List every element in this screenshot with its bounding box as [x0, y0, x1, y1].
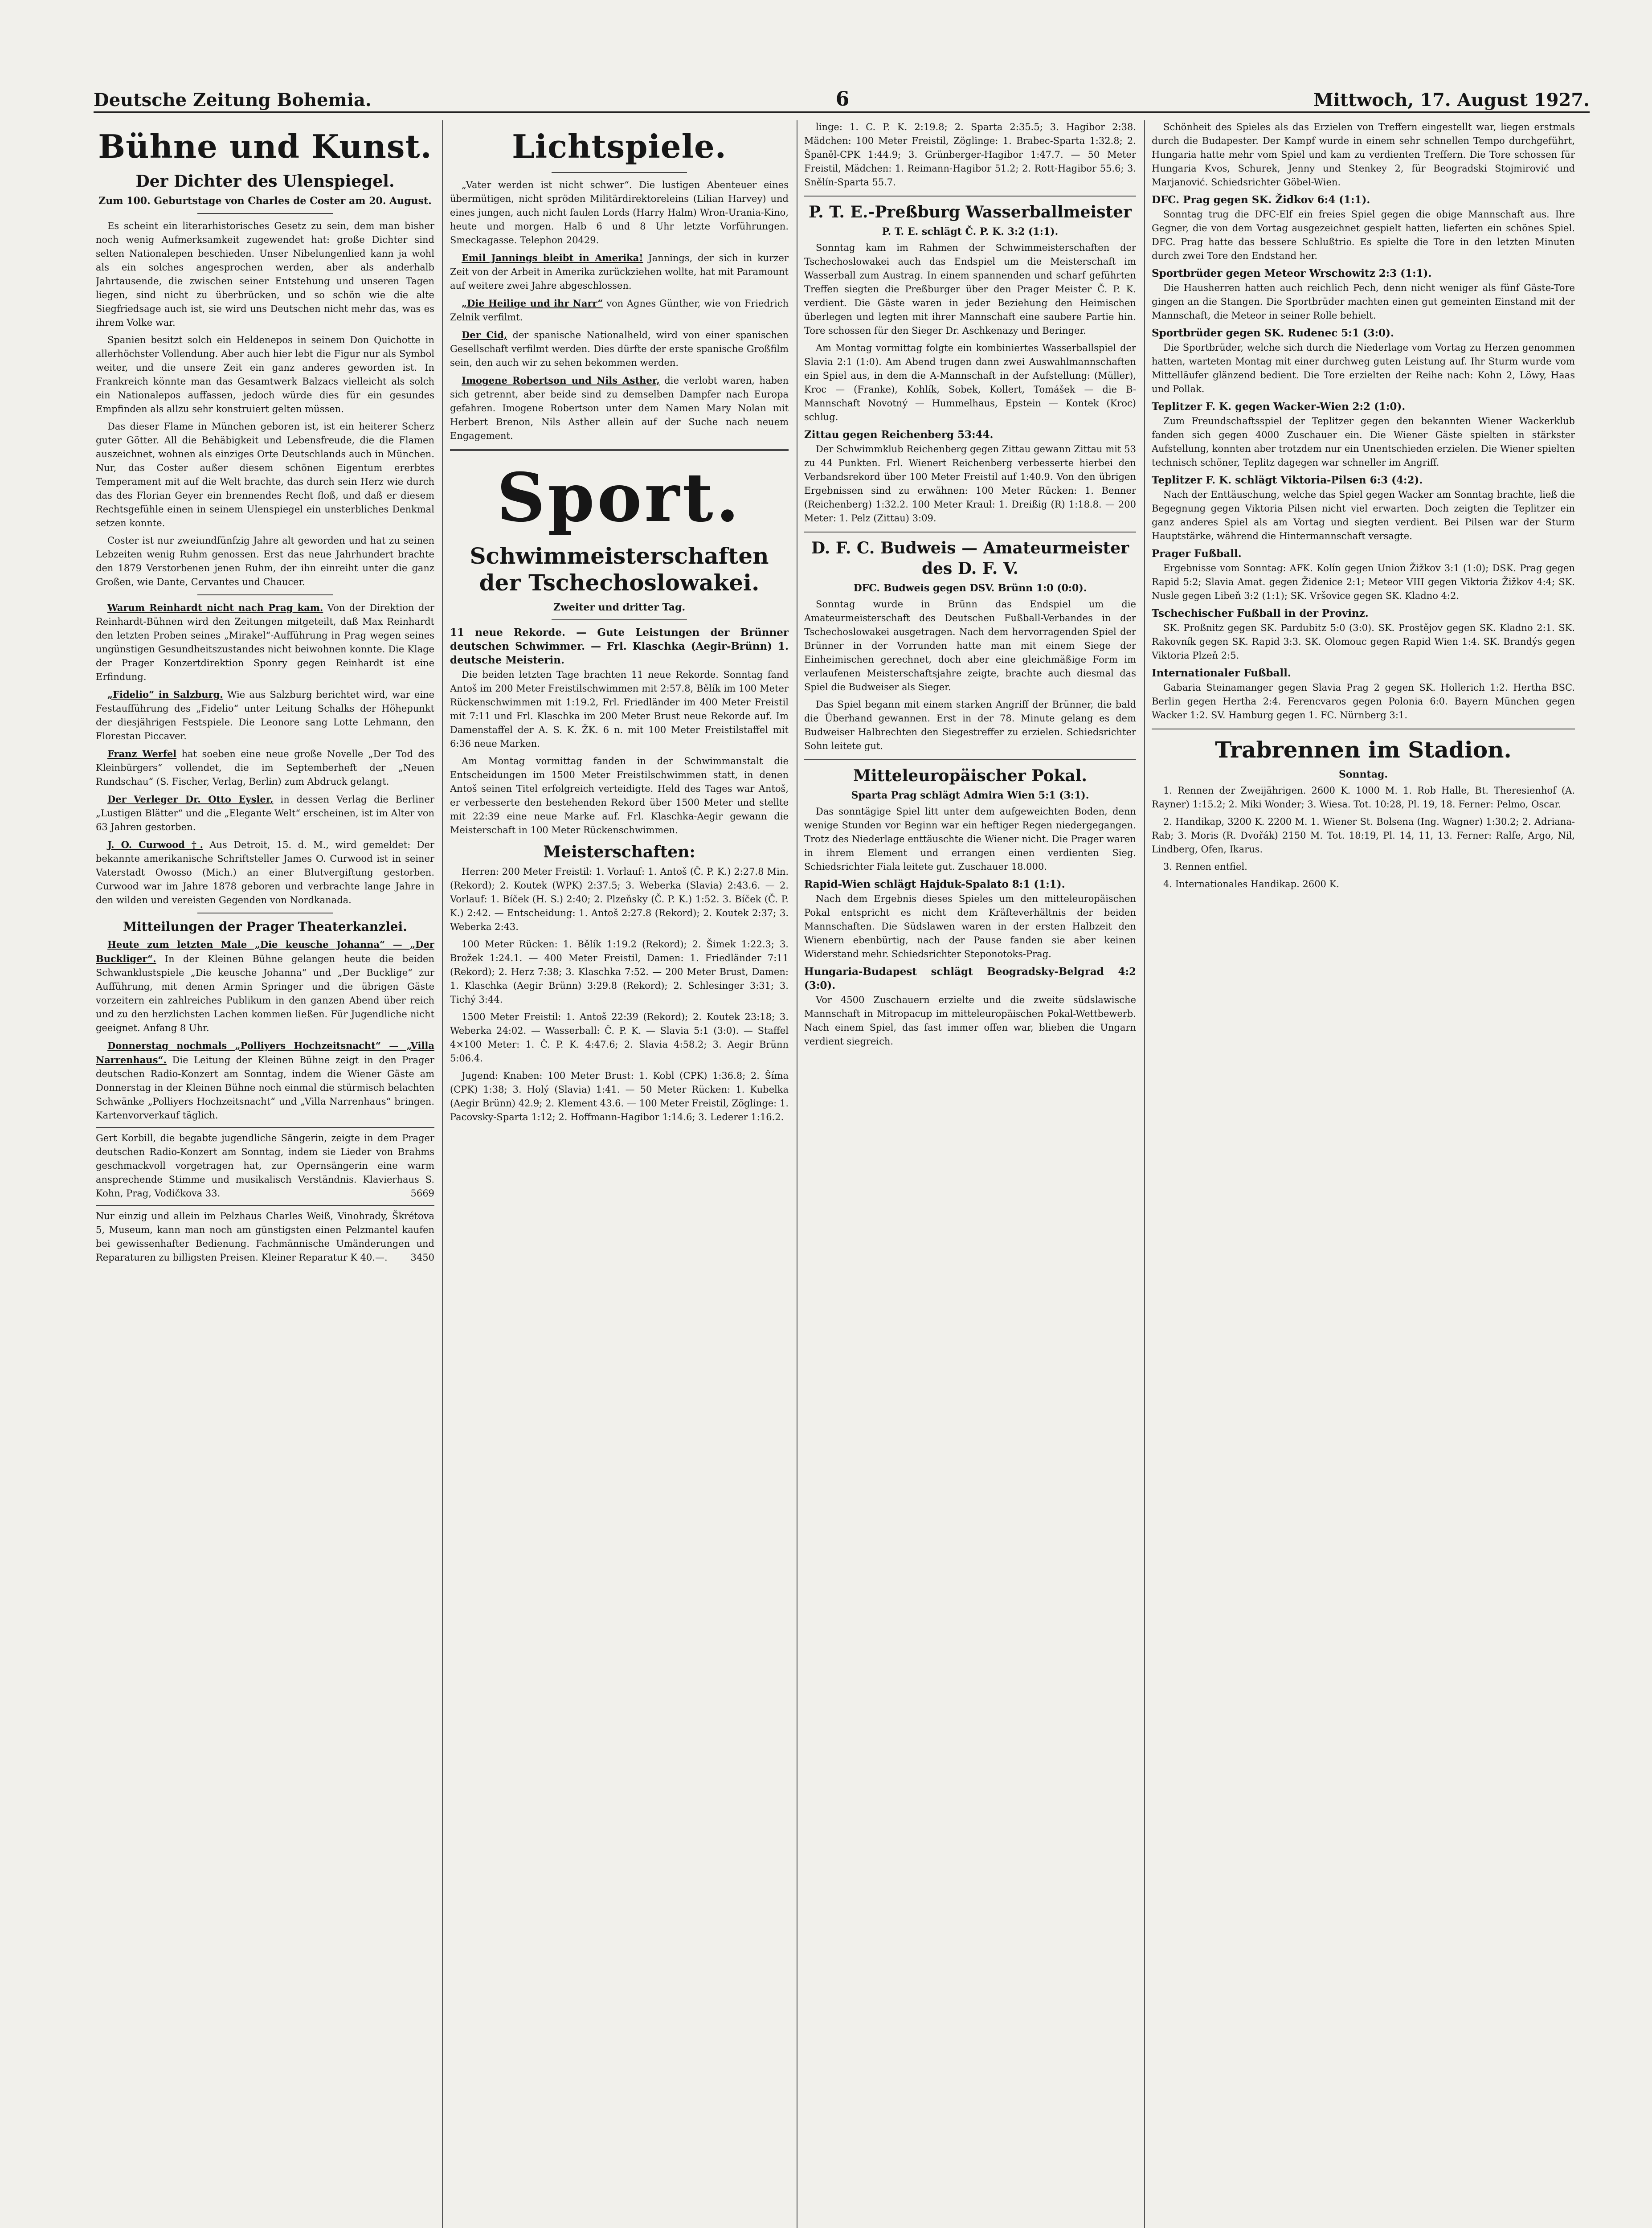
news-text: Wie aus Salzburg berichtet wird, war eine Festaufführung des „Fidelio“ unter Leitung Schalks der Höhepunkt der diesjährigen Festspiele. Die Leonore sang Lotte Lehmann, den Florestan Piccaver.	[96, 689, 434, 741]
paragraph: Sonntag trug die DFC-Elf ein freies Spiel gegen die obige Mannschaft aus. Ihre Gegner, die von dem Vortag ausgezeichnet gespielt hatten, lieferten ein schönes Spiel. DFC. Prag hatte das bessere Schlußtrio. Es spielte die Tore in den letzten Minuten durch zwei Tore den Endstand her.	[1152, 209, 1575, 261]
page-number: 6	[835, 88, 850, 111]
ad-text: Nur einzig und allein im Pelzhaus Charles Weiß, Vinohrady, Škrétova 5, Museum, kann man noch am günstigsten einen Pelzmantel kaufen bei gewissenhafter Bedienung. Fachmännische Umänderungen und Reparaturen zu billigsten Preisen. Kleiner Reparatur K 40.—.	[96, 1211, 434, 1263]
paragraph: Nach der Enttäuschung, welche das Spiel gegen Wacker am Sonntag brachte, ließ die Begegnung gegen Viktoria Pilsen nicht viel erwarten. Doch zeigten die Teplitzer ein ganz anderes Spiel als am Vortag und siegten verdient. Bei Pilsen war der Sturm Hauptstärke, während die Hintermannschaft versagte.	[1152, 489, 1575, 541]
section-title-buehne: Bühne und Kunst.	[98, 127, 432, 165]
paragraph: linge: 1. C. P. K. 2:19.8; 2. Sparta 2:35.5; 3. Hagibor 2:38. Mädchen: 100 Meter Freistil, Zöglinge: 1. Brabec-Sparta 1:32.8; 2. Španěl-CPK 1:44.9; 3. Grünberger-Hagibor 1:47.7. — 50 Meter Freistil, Mädchen: 1. Reimann-Hagibor 51.2; 2. Rott-Hagibor 55.6; 3. Snělín-Sparta 55.7.	[804, 122, 1136, 188]
paragraph: Der Schwimmklub Reichenberg gegen Zittau gewann Zittau mit 53 zu 44 Punkten. Frl. Wienert Reichenberg verbesserte hierbei den Verbandsrekord über 100 Meter Freistil auf 1:40.9. Von den übrigen Ergebnissen sind zu erwähnen: 100 Meter Rücken: 1. Benner (Reichenberg) 1:32.2. 100 Meter Kraul: 1. Dreißig (R) 1:18.8. — 200 Meter: 1. Pelz (Zittau) 3:09.	[804, 444, 1136, 524]
news-text: Von der Direktion der Reinhardt-Bühnen wird den Zeitungen mitgeteilt, daß Max Reinhardt den letzten Proben seines „Mirakel“-Aufführung in Prag wegen seines ungünstigen Gesundheitszustandes nicht beiwohnen konnte. Die Klage der Prager Konzertdirektion Sponry gegen Reinhardt ist eine Erfindung.	[96, 602, 434, 682]
news-text: hat soeben eine neue große Novelle „Der Tod des Kleinbürgers“ vollendet, die im Septemberheft der „Neuen Rundschau“ (S. Fischer, Verlag, Berlin) zum Abdruck gelangt.	[96, 749, 434, 787]
news-text: Jannings, der sich in kurzer Zeit von der Arbeit in Amerika zurückziehen wollte, hat mit Paramount auf weitere zwei Jahre abgeschlossen.	[450, 253, 789, 291]
paragraph: Die Hausherren hatten auch reichlich Pech, denn nicht weniger als fünf Gäste-Tore gingen an die Stangen. Die Sportbrüder machten einen gut gemeinten Einstand mit der Mannschaft, die Meteor in seiner Rolle behielt.	[1152, 283, 1575, 321]
paragraph: Herren: 200 Meter Freistil: 1. Vorlauf: 1. Antoš (Č. P. K.) 2:27.8 Min. (Rekord); 2. Koutek (WPK) 2:37.5; 3. Weberka (Slavia) 2:43.6. — 2. Vorlauf: 1. Bíček (H. S.) 2:40; 2. Plzeňsky (Č. P. K.) 1:52. 3. Bíček (Č. P. K.) 2:42. — Entscheidung: 1. Antoš 2:27.8 (Rekord); 2. Koutek 2:37; 3. Weberka 2:43.	[450, 866, 789, 932]
article-heading: DFC. Prag gegen SK. Židkov 6:4 (1:1).	[1152, 194, 1370, 206]
paragraph: Sonntag kam im Rahmen der Schwimmeisterschaften der Tschechoslowakei auch das Endspiel um die Meisterschaft im Wasserball zum Austrag. In einem spannenden und scharf geführten Treffen siegten die Preßburger über den Prager Meister Č. P. K. verdient. Die Gäste waren in jeder Beziehung den Heimischen überlegen und legten mit ihrer Mannschaft eine saubere Partie hin. Tore schossen für den Sieger Dr. Aschkenazy und Beringer.	[804, 242, 1136, 336]
paragraph: Am Montag vormittag folgte ein kombiniertes Wasserballspiel der Slavia 2:1 (1:0). Am Abend trugen dann zwei Auswahlmannschaften ein Spiel aus, in dem die A-Mannschaft in der Aufstellung: (Müller), Kroc — (Franke), Kohlík, Sobek, Kollert, Tomášek — die B-Mannschaft Novotný — Hummelhaus, Epstein — Kontek (Kroc) schlug.	[804, 343, 1136, 422]
section-title-lichtspiele: Lichtspiele.	[512, 127, 727, 165]
section-heading: Meisterschaften:	[543, 843, 695, 861]
news-item	[96, 792, 434, 834]
article-heading: Rapid-Wien schlägt Hajduk-Spalato 8:1 (1:1).	[804, 878, 1065, 890]
news-text: der spanische Nationalheld, wird von einer spanischen Gesellschaft verfilmt werden. Dies dürfte der erste spanische Großfilm sein, den auch wir zu sehen bekommen werden.	[450, 330, 789, 368]
news-item	[450, 328, 789, 370]
paragraph: 100 Meter Rücken: 1. Bělík 1:19.2 (Rekord); 2. Šimek 1:22.3; 3. Brožek 1:24.1. — 400 Meter Freistil, Damen: 1. Friedländer 7:11 (Rekord); 2. Herz 7:38; 3. Klaschka 7:52. — 200 Meter Brust, Damen: 1. Klaschka (Aegir Brünn) 3:29.8 (Rekord); 2. Schlesinger 3:31; 3. Tichý 3:44.	[450, 939, 789, 1005]
article-subtitle: Sparta Prag schlägt Admira Wien 5:1 (3:1).	[851, 790, 1089, 801]
paragraph: Schönheit des Spieles als das Erzielen von Treffern eingestellt war, liegen erstmals durch die Budapester. Der Kampf wurde in einem sehr schnellen Tempo durchgeführt, Hungaria hatte mehr vom Spiel und kam zu verdienten Treffern. Die Tore schossen für Hungaria Kvos, Schurek, Jenny und Stenkey 2, für Beogradski Stojmirović und Marjanović. Schiedsrichter Göbel-Wien.	[1152, 122, 1575, 188]
article-subtitle: Sonntag.	[1338, 769, 1388, 780]
header-rule	[94, 111, 1590, 113]
article-heading: Teplitzer F. K. schlägt Viktoria-Pilsen 6:3 (4:2).	[1152, 474, 1423, 486]
news-text: in dessen Verlag die Berliner „Lustigen Blätter“ und die „Elegante Welt“ erscheinen, ist im Alter von 63 Jahren gestorben.	[96, 794, 434, 832]
paragraph: Jugend: Knaben: 100 Meter Brust: 1. Kobl (CPK) 1:36.8; 2. Šíma (CPK) 1:38; 3. Holý (Slavia) 1:41. — 50 Meter Rücken: 1. Kubelka (Aegir Brünn) 42.9; 2. Klement 43.6. — 100 Meter Freistil, Zöglinge: 1. Pacovsky-Sparta 1:12; 2. Hoffmann-Hagibor 1:14.6; 3. Lederer 1:16.2.	[450, 1070, 789, 1122]
divider	[197, 213, 333, 214]
news-item	[96, 838, 434, 907]
article-heading: Internationaler Fußball.	[1152, 667, 1291, 679]
paragraph: 1. Rennen der Zweijährigen. 2600 K. 1000 M. 1. Rob Halle, Bt. Theresienhof (A. Rayner) 1:15.2; 2. Miki Wonder; 3. Wiesa. Tot. 10:28, Pl. 19, 18. Ferner: Pelmo, Oscar.	[1152, 785, 1575, 810]
article-subtitle: P. T. E. schlägt Č. P. K. 3:2 (1:1).	[882, 226, 1059, 238]
news-kicker: Der Cid,	[462, 329, 507, 340]
article-subtitle: Zum 100. Geburtstage von Charles de Coster am 20. August.	[98, 195, 432, 207]
news-text: Aus Detroit, 15. d. M., wird gemeldet: Der bekannte amerikanische Schriftsteller James O. Curwood ist in seiner Vaterstadt Owosso (Mich.) an einer Blutvergiftung gestorben. Curwood war im Jahre 1878 geboren und verbrachte lange Jahre in den wilden und vereisten Gegenden von Nordkanada.	[96, 840, 434, 905]
running-head	[94, 79, 1590, 111]
paragraph: Zum Freundschaftsspiel der Teplitzer gegen den bekannten Wiener Wackerklub fanden sich gegen 4000 Zuschauer ein. Die Wiener Gäste spielten in stärkster Aufstellung, konnten aber trotzdem nur ein Unentschieden erzielen. Die Wiener spielten technisch schöner, Teplitz dagegen war schneller im Angriff.	[1152, 416, 1575, 468]
paragraph: Nach dem Ergebnis dieses Spieles um den mitteleuropäischen Pokal entspricht es nicht dem Kräfteverhältnis der beiden Mannschaften. Die Südslawen waren in der ersten Halbzeit den Wienern ebenbürtig, nach der Pause fanden sie aber keinen Widerstand mehr. Schiedsrichter Steponotoks-Prag.	[804, 893, 1136, 959]
news-item	[450, 373, 789, 443]
article-heading: Sportbrüder gegen Meteor Wrschowitz 2:3 (1:1).	[1152, 267, 1432, 279]
paragraph: 3. Rennen entfiel.	[1163, 861, 1247, 872]
ad-number: 5669	[410, 1188, 434, 1199]
paragraph: Sonntag wurde in Brünn das Endspiel um die Amateurmeisterschaft des Deutschen Fußball-Verbandes in der Tschechoslowakei ausgetragen. Nach dem hervorragenden Spiel der Brünner in der Vorrunden hatte man mit einem Siege der Einheimischen gerechnet, doch aber eine gleichmäßige Form im verlaufenen Meisterschaftsjahre zeigte, brachte auch diesmal das Spiel die Budweiser als Sieger.	[804, 599, 1136, 692]
article-title: Mitteleuropäischer Pokal.	[853, 766, 1087, 785]
column-4	[1152, 120, 1575, 2228]
article-title: Schwimmeisterschaften der Tschechoslowakei.	[470, 543, 769, 596]
news-kicker: J. O. Curwood †.	[107, 839, 203, 850]
section-heading: Mitteilungen der Prager Theaterkanzlei.	[123, 919, 407, 934]
news-kicker: Warum Reinhardt nicht nach Prag kam.	[107, 602, 323, 613]
news-text: von Agnes Günther, wie von Friedrich Zelnik verfilmt.	[450, 298, 789, 323]
news-kicker: „Die Heilige und ihr Narr“	[462, 298, 603, 309]
paragraph: Das sonntägige Spiel litt unter dem aufgeweichten Boden, denn wenige Stunden vor Beginn war ein heftiger Regen niedergegangen. Trotz des Niederlage enttäuschte die Wiener nicht. Die Prager waren in ihrem Element und errangen einen verdienten Sieg. Schiedsrichter Fiala leitete gut. Zuschauer 18.000.	[804, 806, 1136, 872]
paragraph: Es scheint ein literarhistorisches Gesetz zu sein, dem man bisher noch wenig Aufmerksamkeit zugewendet hat: große Dichter sind selten Nationalepen beschieden. Unser Nibelungenlied kann ja wohl als ein solches angesprochen werden, aber als anderhalb Jahrtausende, die zwischen seiner Entstehung und unseren Tagen liegen, sind nicht zu überbrücken, und so schön wie die alte Siegfriedsage auch ist, sie wird uns Deutschen nicht mehr das, was es ihrem Volke war.	[96, 221, 434, 328]
paragraph: Das Spiel begann mit einem starken Angriff der Brünner, die bald die Überhand gewannen. Erst in der 78. Minute gelang es dem Budweiser Halbrechten den Siegestreffer zu erzielen. Schiedsrichter Sohn leitete gut.	[804, 699, 1136, 751]
news-kicker: Der Verleger Dr. Otto Eysler,	[107, 794, 274, 805]
newspaper-name: Deutsche Zeitung Bohemia.	[94, 90, 372, 111]
news-kicker: Imogene Robertson und Nils Asther,	[462, 375, 660, 386]
advertisement	[96, 1127, 434, 1200]
paragraph: Das dieser Flame in München geboren ist, ist ein heiterer Scherz guter Götter. All die Behäbigkeit und Lebensfreude, die die Flamen auszeichnet, wohnen als einziges Orte Deutschlands auch in München. Nur, das Coster außer diesem schönen Eigentum ererbtes Temperament mit auf die Welt brachte, das durch sein Herz wie durch das des Florian Geyer ein brennendes Recht floß, und daß er diesem Rechtsgefühle einen in seinem Ulenspiegel ein unsterbliches Denkmal setzen konnte.	[96, 421, 434, 528]
news-kicker: Donnerstag nochmals „Polliyers Hochzeitsnacht“ — „Villa Narrenhaus“.	[96, 1040, 434, 1065]
article-heading: Prager Fußball.	[1152, 548, 1242, 560]
article-title: P. T. E.-Preßburg Wasserballmeister	[809, 203, 1132, 221]
news-kicker: Franz Werfel	[107, 748, 177, 759]
divider	[804, 196, 1136, 197]
paragraph: 1500 Meter Freistil: 1. Antoš 22:39 (Rekord); 2. Koutek 23:18; 3. Weberka 24:02. — Wasserball: Č. P. K. — Slavia 5:1 (3:0). — Staffel 4×100 Meter: 1. Č. P. K. 4:47.6; 2. Slavia 4:58.2; 3. Aegir Brünn 5:06.4.	[450, 1012, 789, 1064]
article-heading: Teplitzer F. K. gegen Wacker-Wien 2:2 (1:0).	[1152, 401, 1406, 413]
paragraph: „Vater werden ist nicht schwer“. Die lustigen Abenteuer eines übermütigen, nicht spröden Militärdirektoreleins (Lilian Harvey) und eines jungen, auch nicht faulen Lords (Harry Halm) Wron-Urania-Kino, heute und morgen. Halb 6 und 8 Uhr letzte Vorführungen. Smeckagasse. Telephon 20429.	[450, 180, 789, 246]
news-item	[450, 296, 789, 324]
article-title: Der Dichter des Ulenspiegel.	[135, 172, 395, 191]
divider	[804, 759, 1136, 760]
column-2	[450, 120, 789, 2228]
article-title: Trabrennen im Stadion.	[1215, 737, 1512, 763]
paragraph: Spanien besitzt solch ein Heldenepos in seinem Don Quichotte in allerhöchster Vollendung. Aber auch hier lebt die Figur nur als Symbol weiter, und die unsere Zeit ein ganz anderes geworden ist. In Frankreich könnte man das Gesamtwerk Balzacs vielleicht als solch ein Nationalepos auffassen, jedoch würde dies für ein gesundes Empfinden als allzu sehr konstruiert gelten müssen.	[96, 335, 434, 414]
article-heading: Tschechischer Fußball in der Provinz.	[1152, 607, 1369, 619]
paragraph: Coster ist nur zweiundfünfzig Jahre alt geworden und hat zu seinen Lebzeiten wenig Ruhm genossen. Erst das neue Jahrhundert brachte den 1879 Verstorbenen jenen Ruhm, der ihn einreiht unter die ganz Großen, wie Dante, Cervantes und Chaucer.	[96, 535, 434, 587]
ad-text: Gert Korbill, die begabte jugendliche Sängerin, zeigte in dem Prager deutschen Radio-Konzert am Sonntag, indem sie Lieder von Brahms geschmackvoll vorgetragen hat, zur Opernsängerin eine warm ansprechende Stimme und musikalisch Verständnis. Klavierhaus S. Kohn, Prag, Vodičkova 33.	[96, 1133, 434, 1199]
news-kicker: Heute zum letzten Male „Die keusche Johanna“ — „Der Buckliger“.	[96, 939, 434, 964]
news-item	[450, 251, 789, 293]
news-item	[96, 938, 434, 1035]
article-subtitle: Zweiter und dritter Tag.	[553, 602, 686, 613]
article-heading: Zittau gegen Reichenberg 53:44.	[804, 429, 994, 441]
news-text: In der Kleinen Bühne gelangen heute die beiden Schwanklustspiele „Die keusche Johanna“ und „Der Bucklige“ zur Aufführung, mit denen Armin Springer und die übrigen Gäste vorzeitern ein zahlreiches Publikum in den ganzen Abend über reich und zu den herzlichsten Lachen kommen ließen. Für Jugendliche nicht geeignet. Anfang 8 Uhr.	[96, 954, 434, 1033]
column-1	[96, 120, 434, 2228]
paragraph: Ergebnisse vom Sonntag: AFK. Kolín gegen Union Žižkov 3:1 (1:0); DSK. Prag gegen Rapid 5:2; Slavia Amat. gegen Židenice 2:1; Meteor VIII gegen Viktoria Žižkov 4:4; SK. Nusle gegen Libeň 3:2 (1:1); SK. Vršovice gegen SK. Kladno 4:2.	[1152, 563, 1575, 601]
article-lead: 11 neue Rekorde. — Gute Leistungen der Brünner deutschen Schwimmer. — Frl. Klaschka (Aegir-Brünn) 1. deutsche Meisterin.	[450, 627, 789, 666]
paragraph: Am Montag vormittag fanden in der Schwimmanstalt die Entscheidungen im 1500 Meter Freistilschwimmen statt, in denen Antoš seinen Titel erfolgreich verteidigte. Held des Tages war Antoš, er verbesserte den bestehenden Rekord über 1500 Meter und stellte mit 22:39 eine neue Marke auf. Frl. Klaschka-Aegir gewann die Meisterschaft in 100 Meter Rückenschwimmen.	[450, 756, 789, 836]
column-divider	[1144, 120, 1145, 2228]
paragraph: Die Sportbrüder, welche sich durch die Niederlage vom Vortag zu Herzen genommen hatten, warteten Montag mit einer durchweg guten Leistung auf. Ihr Sturm wurde vom Mittelläufer glänzend bedient. Die Tore erzielten der Reihe nach: Kohn 2, Löwy, Haas und Pollak.	[1152, 342, 1575, 394]
article-heading: Hungaria-Budapest schlägt Beogradsky-Belgrad 4:2 (3:0).	[804, 966, 1136, 991]
news-item	[96, 688, 434, 743]
news-item	[96, 1039, 434, 1122]
article-subtitle: DFC. Budweis gegen DSV. Brünn 1:0 (0:0).	[853, 582, 1087, 594]
news-item	[96, 747, 434, 789]
paragraph: 4. Internationales Handikap. 2600 K.	[1163, 879, 1339, 889]
news-text: die verlobt waren, haben sich getrennt, aber beide sind zu demselben Dampfer nach Europa gefahren. Imogene Robertson unter dem Namen Mary Nolan mit Herbert Brenon, Nils Asther allein auf der Suche nach neuem Engagement.	[450, 375, 789, 441]
paragraph: Vor 4500 Zuschauern erzielte und die zweite südslawische Mannschaft in Mitropacup im mitteleuropäischen Pokal-Wettbewerb. Nach einem Spiel, das fast immer offen war, blieben die Ungarn verdient siegreich.	[804, 995, 1136, 1047]
issue-date: Mittwoch, 17. August 1927.	[1313, 90, 1590, 111]
news-item	[96, 601, 434, 684]
article-title: D. F. C. Budweis — Amateurmeister des D. F. V.	[811, 539, 1129, 578]
section-title-sport: Sport.	[497, 459, 742, 537]
divider	[197, 594, 333, 595]
paragraph: 2. Handikap, 3200 K. 2200 M. 1. Wiener St. Bolsena (Ing. Wagner) 1:30.2; 2. Adriana-Rab; 3. Moris (R. Dvořák) 2150 M. Tot. 18:19, Pl. 14, 11, 13. Ferner: Ralfe, Argo, Nil, Lindberg, Ofen, Ikarus.	[1152, 816, 1575, 855]
paragraph: Die beiden letzten Tage brachten 11 neue Rekorde. Sonntag fand Antoš im 200 Meter Freistilschwimmen mit 2:57.8, Bělík im 100 Meter Rückenschwimmen mit 1:19.2, Frl. Friedländer im 400 Meter Freistil mit 7:11 und Frl. Klaschka im 200 Meter Brust neue Rekorde auf. Im Damenstaffel der A. S. K. ŽK. 6 n. mit 100 Meter Freistilstaffel mit 6:36 neue Marken.	[450, 669, 789, 749]
column-3	[804, 120, 1136, 2228]
ad-number: 3450	[410, 1252, 434, 1263]
divider	[552, 172, 687, 173]
paragraph: SK. Proßnitz gegen SK. Pardubitz 5:0 (3:0). SK. Prostějov gegen SK. Kladno 2:1. SK. Rakovník gegen SK. Rapid 3:3. SK. Olomouc gegen Rapid Wien 1:4. SK. Brandýs gegen Viktoria Plzeň 2:5.	[1152, 623, 1575, 661]
news-text: Die Leitung der Kleinen Bühne zeigt in den Prager deutschen Radio-Konzert am Sonntag, indem die Wiener Gäste am Donnerstag in der Kleinen Bühne noch einmal die stürmisch belachten Schwänke „Polliyers Hochzeitsnacht“ und „Villa Narrenhaus“ bringen. Kartenvorverkauf täglich.	[96, 1055, 434, 1121]
divider	[552, 619, 687, 620]
section-divider	[450, 449, 789, 451]
advertisement	[96, 1205, 434, 1265]
news-kicker: „Fidelio“ in Salzburg.	[107, 689, 223, 700]
article-heading: Sportbrüder gegen SK. Rudenec 5:1 (3:0).	[1152, 327, 1394, 339]
column-divider	[442, 120, 443, 2228]
paragraph: Gabaria Steinamanger gegen Slavia Prag 2 gegen SK. Hollerich 1:2. Hertha BSC. Berlin gegen Hertha 2:4. Ferencvaros gegen Polonia 6:0. Bayern München gegen Wacker 1:2. SV. Hamburg gegen 1. FC. Nürnberg 3:1.	[1152, 682, 1575, 721]
news-kicker: Emil Jannings bleibt in Amerika!	[462, 252, 643, 263]
